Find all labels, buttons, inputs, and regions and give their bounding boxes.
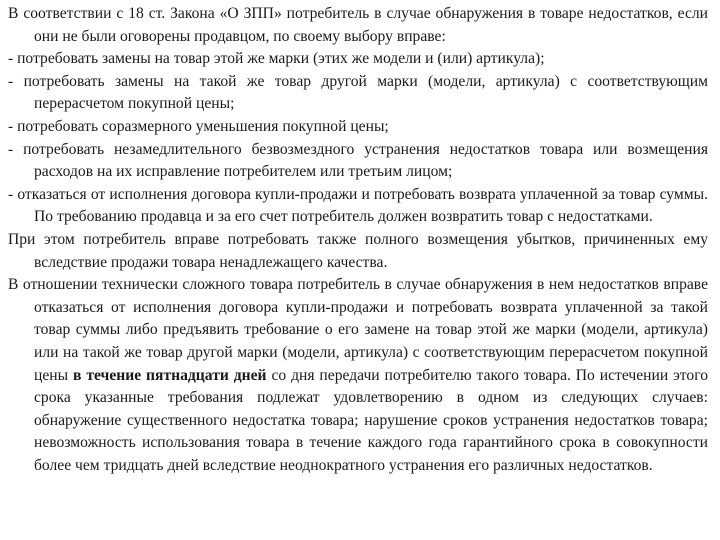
- list-item-price-reduction: - потребовать соразмерного уменьшения покупной цены;: [8, 117, 389, 135]
- deadline-emphasis: в течение пятнадцати дней: [73, 366, 267, 384]
- complex-goods-text-part1: В отношении технически сложного товара потребитель в случае обнаружения в нем недостатков вправе отказаться от исполнения договора купли-продажи и потребовать возврата уплаченной за такой товар суммы либо предъявить требование о его замене на товар этой же марки (модели, артикула) или на такой же товар другой марки (модели, артикула) с соответствующим перерасчетом покупной цены: [8, 276, 708, 384]
- document-page: [8, 3, 708, 477]
- complex-goods-paragraph: [8, 274, 708, 477]
- complex-goods-text-part2: со дня передачи потребителю такого товара. По истечении этого срока указанные требования подлежат удовлетворению в одном из следующих случаев: обнаружение существенного недостатка товара; нарушение сроков устранения недостатков товара; невозможность использования товара в течение каждого года гарантийного срока в совокупности более чем тридцать дней вследствие неоднократного устранения его различных недостатков.: [34, 366, 708, 474]
- intro-paragraph: В соответствии с 18 ст. Закона «О ЗПП» потребитель в случае обнаружения в товаре недостатков, если они не были оговорены продавцом, по своему выбору вправе:: [8, 5, 708, 45]
- damages-paragraph: При этом потребитель вправе потребовать также полного возмещения убытков, причиненных ему вследствие продажи товара ненадлежащего качества.: [8, 230, 708, 271]
- list-item-replace-same-brand: - потребовать замены на товар этой же марки (этих же модели и (или) артикула);: [8, 50, 545, 68]
- list-item-contract-termination: - отказаться от исполнения договора купли-продажи и потребовать возврата уплаченной за товар суммы. По требованию продавца и за его счет потребитель должен возвратить товар с недостатками.: [8, 185, 708, 226]
- list-item-free-repair: - потребовать незамедлительного безвозмездного устранения недостатков товара или возмещения расходов на их исправление потребителем или третьим лицом;: [8, 140, 708, 181]
- list-item-replace-other-brand: - потребовать замены на такой же товар другой марки (модели, артикула) с соответствующим перерасчетом покупной цены;: [8, 72, 708, 113]
